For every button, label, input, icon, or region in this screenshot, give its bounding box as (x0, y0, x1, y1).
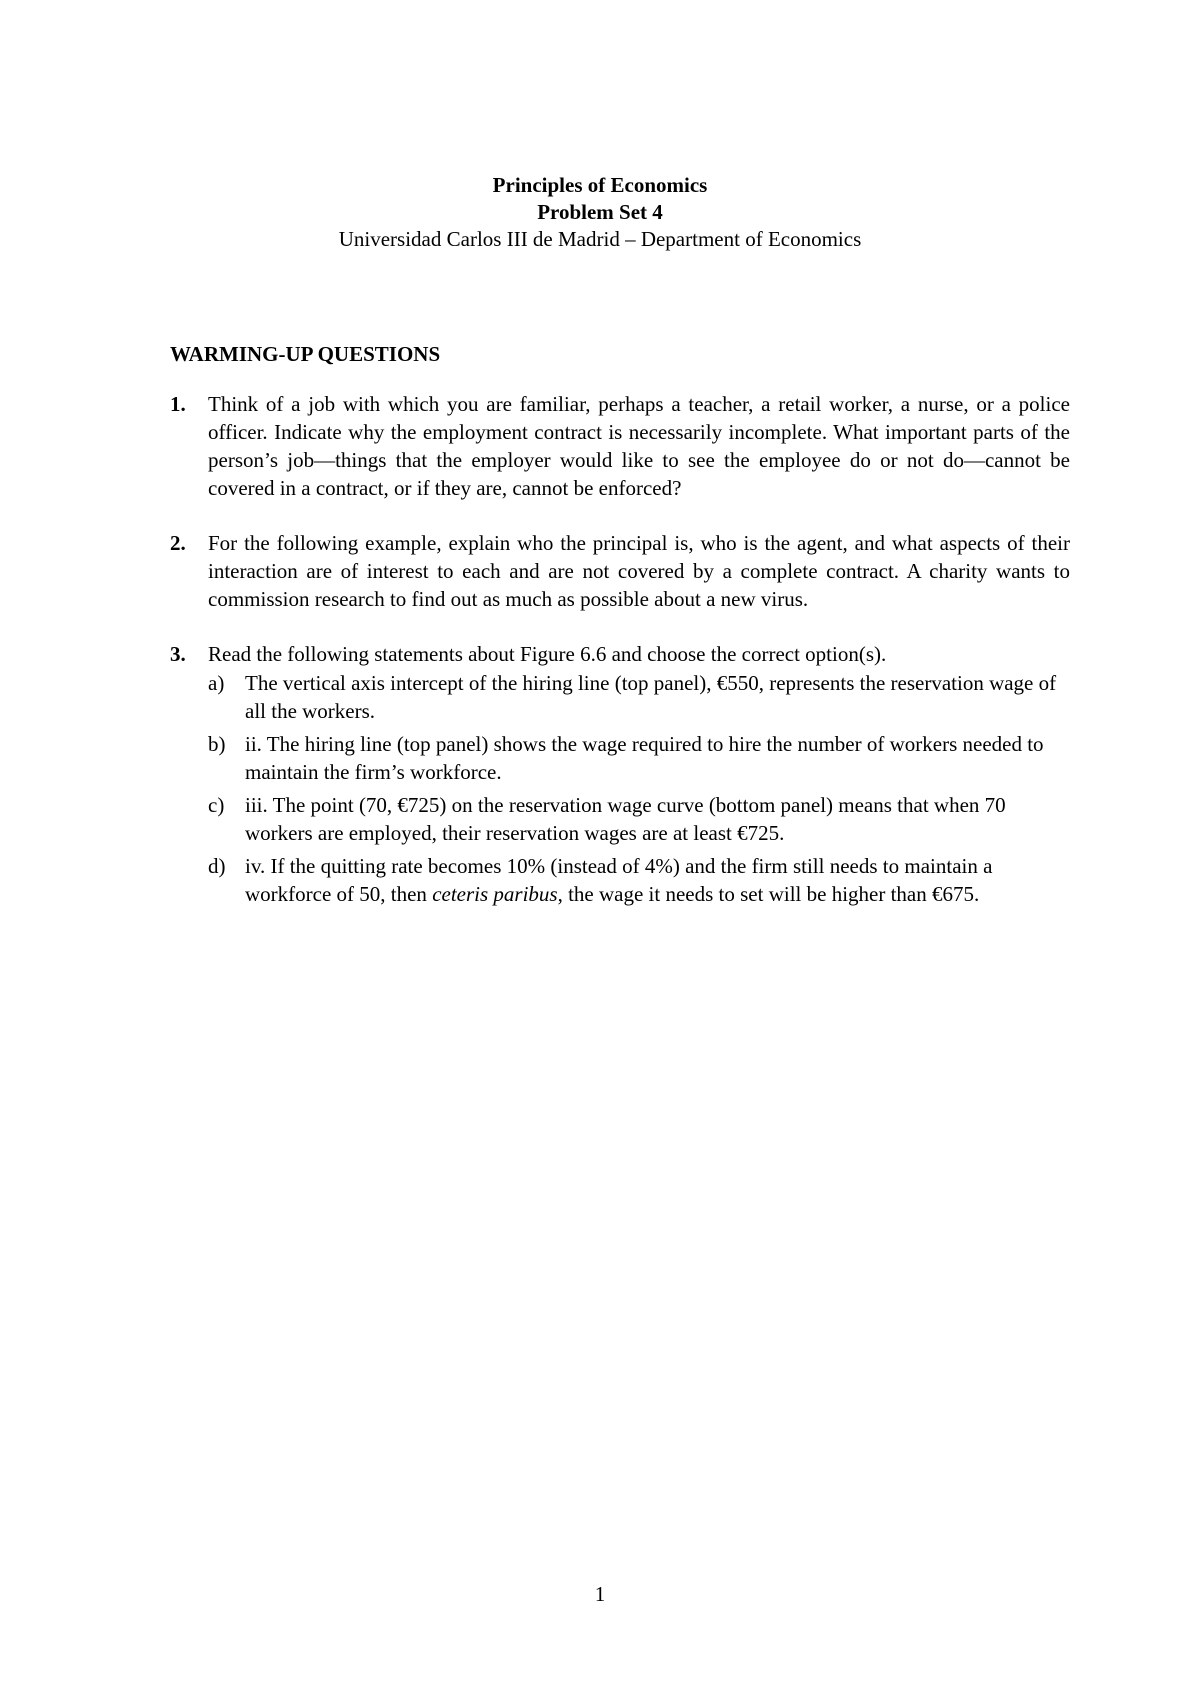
question-3 (170, 640, 1070, 908)
option-label: b) (208, 732, 226, 756)
question-number: 3. (170, 642, 186, 666)
option-text-start: iv. If the quitting rate becomes 10% (instead of 4%) and the firm still needs to maintain a workforce of 50, then (245, 854, 993, 906)
page-number: 1 (594, 1582, 606, 1606)
question-number: 1. (170, 392, 186, 416)
option-label: c) (208, 793, 225, 817)
document-title: Principles of Economics (492, 173, 708, 197)
question-text: Read the following statements about Figure 6.6 and choose the correct option(s). (208, 642, 887, 666)
option-list (208, 669, 1070, 908)
option-label: d) (208, 854, 226, 878)
option-text-italic: ceteris paribus (432, 882, 558, 906)
option-d (208, 852, 1070, 908)
document-header (0, 172, 1200, 253)
question-text: For the following example, explain who the principal is, who is the agent, and what aspects of their interaction are of interest to each and are not covered by a complete contract. A charity wants to commission research to find out as much as possible about a new virus. (208, 531, 1070, 611)
option-c (208, 791, 1070, 847)
option-b (208, 730, 1070, 786)
option-text-end: , the wage it needs to set will be higher than €675. (557, 882, 980, 906)
document-subtitle: Problem Set 4 (537, 200, 663, 224)
institution-line: Universidad Carlos III de Madrid – Department of Economics (338, 227, 862, 251)
option-text: iii. The point (70, €725) on the reservation wage curve (bottom panel) means that when 70 workers are employed, their reservation wages are at least €725. (245, 793, 1006, 845)
document-body (170, 340, 1070, 935)
option-label: a) (208, 671, 225, 695)
option-a (208, 669, 1070, 725)
section-heading: WARMING-UP QUESTIONS (170, 342, 441, 366)
option-text (245, 854, 992, 906)
question-2 (170, 529, 1070, 613)
option-text: The vertical axis intercept of the hiring line (top panel), €550, represents the reservation wage of all the workers. (245, 671, 1057, 723)
question-text: Think of a job with which you are familiar, perhaps a teacher, a retail worker, a nurse, or a police officer. Indicate why the employment contract is necessarily incomplete. What important parts of the person’s job—things that the employer would like to see the employee do or not do—cannot be covered in a contract, or if they are, cannot be enforced? (208, 392, 1070, 500)
option-text: ii. The hiring line (top panel) shows the wage required to hire the number of workers needed to maintain the firm’s workforce. (245, 732, 1044, 784)
question-number: 2. (170, 531, 186, 555)
question-1 (170, 390, 1070, 502)
